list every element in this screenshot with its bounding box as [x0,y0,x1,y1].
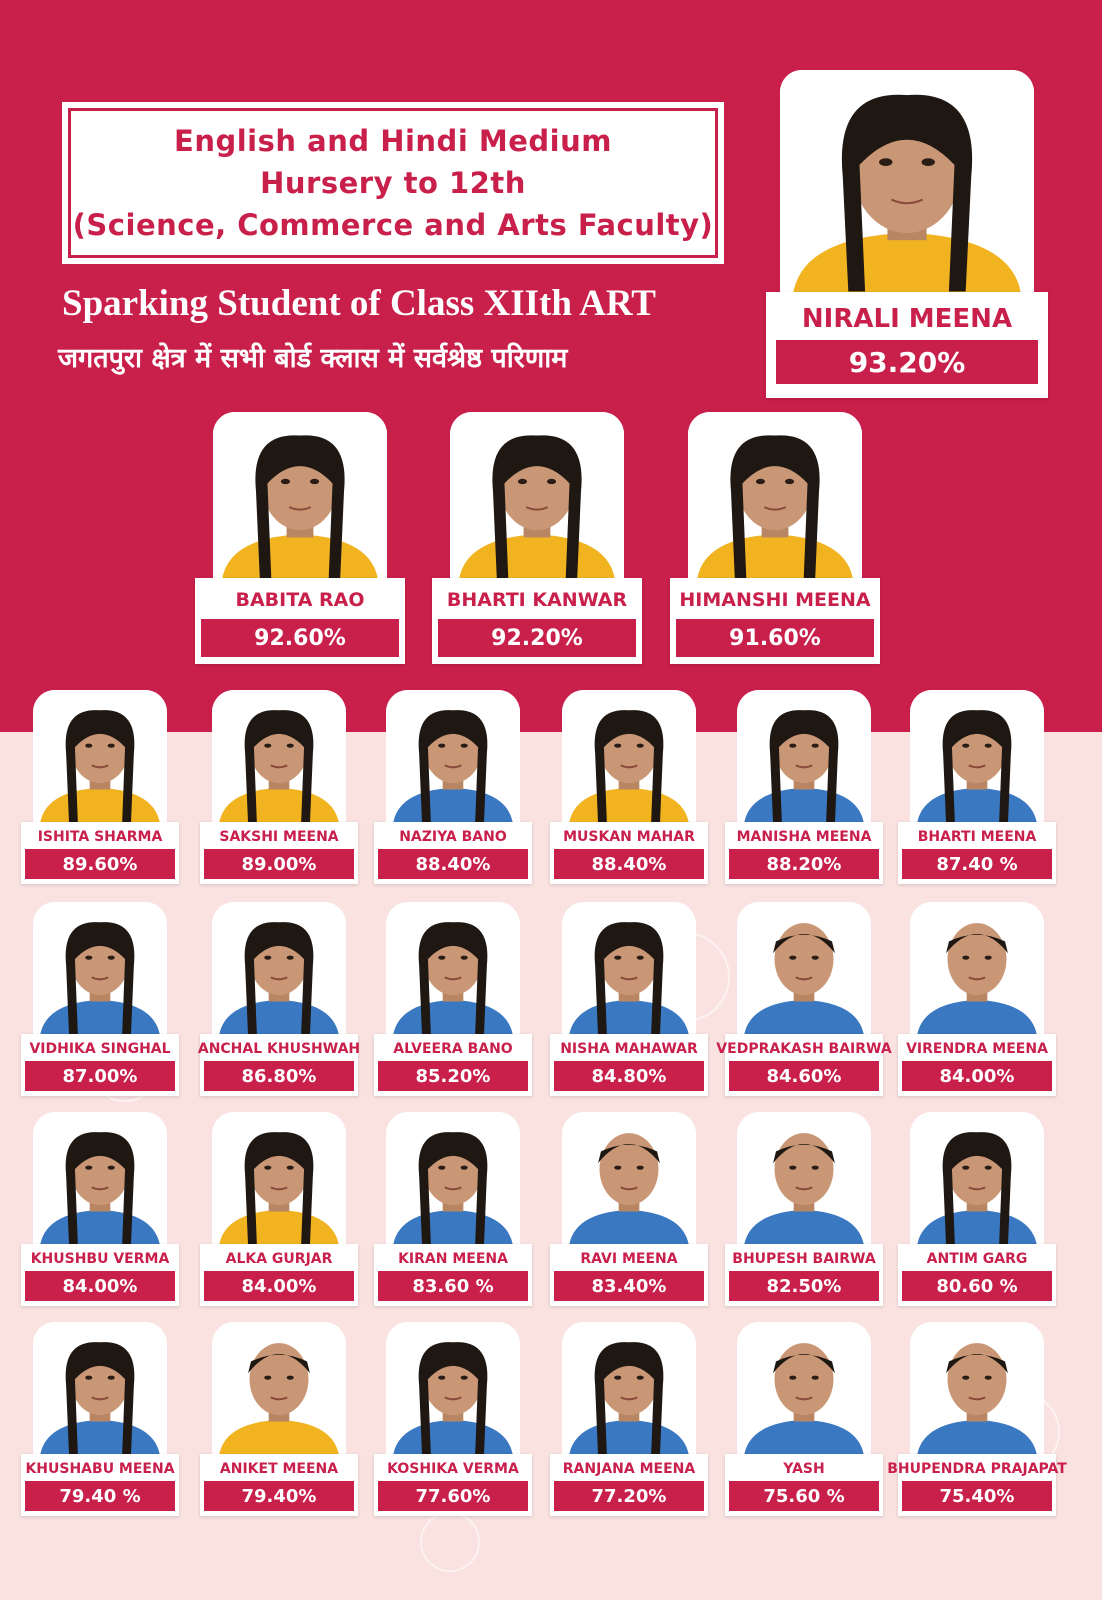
name-plate [374,1454,532,1516]
student-score: 91.60% [676,619,874,657]
student-photo [33,1322,167,1458]
school-info-frame [68,108,718,258]
student-photo [33,902,167,1038]
student-score: 88.20% [729,849,879,879]
student-photo [562,690,696,826]
name-plate [725,1244,883,1306]
student-photo [33,1112,167,1248]
student-photo-frame [212,690,346,826]
student-name: VIRENDRA MEENA [906,1041,1048,1057]
student-score: 79.40% [204,1481,354,1511]
student-photo [562,902,696,1038]
student-name: ALVEERA BANO [393,1041,513,1057]
name-plate [550,1244,708,1306]
student-photo-frame [386,690,520,826]
student-photo [213,412,387,582]
name-plate [21,822,179,884]
student-name: VIDHIKA SINGHAL [29,1041,171,1057]
student-name: NAZIYA BANO [399,829,507,845]
student-name: YASH [783,1461,825,1477]
student-score: 83.40% [554,1271,704,1301]
name-plate [200,1244,358,1306]
student-name: NIRALI MEENA [801,304,1013,334]
student-score: 92.60% [201,619,399,657]
name-plate [898,1244,1056,1306]
name-plate [21,1454,179,1516]
student-photo-frame [737,1112,871,1248]
name-plate [374,822,532,884]
name-plate [725,822,883,884]
student-score: 84.00% [204,1271,354,1301]
student-name: MANISHA MEENA [736,829,872,845]
student-photo [386,902,520,1038]
student-photo-frame [910,902,1044,1038]
student-name: BHARTI MEENA [917,829,1037,845]
student-name: VEDPRAKASH BAIRWA [716,1041,892,1057]
name-plate [887,1454,1067,1516]
student-photo-frame [33,1112,167,1248]
name-plate [550,1454,708,1516]
student-score: 79.40 % [25,1481,175,1511]
student-photo [212,1322,346,1458]
name-plate [550,822,708,884]
student-name: BHARTI KANWAR [446,589,628,611]
student-photo-frame [910,1112,1044,1248]
student-photo [910,690,1044,826]
name-plate [197,1034,361,1096]
student-score: 84.60% [729,1061,879,1091]
student-photo-frame [33,1322,167,1458]
medium-line: English and Hindi Medium [174,124,612,158]
student-photo-frame [386,1112,520,1248]
student-photo-frame [386,1322,520,1458]
student-name: NISHA MAHAWAR [560,1041,698,1057]
student-score: 92.20% [438,619,636,657]
student-photo [386,1322,520,1458]
student-photo [737,1112,871,1248]
student-photo-frame [386,902,520,1038]
student-name: MUSKAN MAHAR [563,829,695,845]
student-score: 77.20% [554,1481,704,1511]
student-score: 84.80% [554,1061,704,1091]
school-info-box [62,102,724,264]
name-plate [195,578,405,664]
student-photo-frame [212,902,346,1038]
student-photo-frame [212,1322,346,1458]
background-doodle [420,1512,480,1572]
student-photo [737,902,871,1038]
student-photo [212,690,346,826]
student-score: 88.40% [378,849,528,879]
student-photo [562,1322,696,1458]
student-photo-frame [737,1322,871,1458]
student-photo [737,690,871,826]
name-plate [432,578,642,664]
student-photo-frame [910,1322,1044,1458]
faculty-line: (Science, Commerce and Arts Faculty) [72,208,714,242]
student-name: RANJANA MEENA [562,1461,696,1477]
student-photo-frame [450,412,624,582]
name-plate [898,822,1056,884]
student-photo [910,902,1044,1038]
student-photo [450,412,624,582]
student-photo [33,690,167,826]
student-name: ANIKET MEENA [219,1461,339,1477]
name-plate [670,578,880,664]
student-photo-frame [562,690,696,826]
name-plate [716,1034,892,1096]
name-plate [550,1034,708,1096]
student-score: 84.00% [902,1061,1052,1091]
student-score: 80.60 % [902,1271,1052,1301]
student-name: KHUSHABU MEENA [25,1461,175,1477]
student-name: BHUPENDRA PRAJAPAT [887,1461,1067,1477]
student-name: BABITA RAO [235,589,365,611]
name-plate [21,1034,179,1096]
student-photo [562,1112,696,1248]
name-plate [374,1244,532,1306]
student-photo [212,1112,346,1248]
student-score: 89.00% [204,849,354,879]
student-score: 87.00% [25,1061,175,1091]
student-score: 82.50% [729,1271,879,1301]
student-score: 86.80% [204,1061,354,1091]
student-photo [910,1322,1044,1458]
student-score: 93.20% [774,338,1040,386]
student-score: 84.00% [25,1271,175,1301]
student-score: 75.60 % [729,1481,879,1511]
student-photo-frame [562,902,696,1038]
student-score: 88.40% [554,849,704,879]
student-name: ANCHAL KHUSHWAH [197,1041,361,1057]
name-plate [200,1454,358,1516]
student-photo [386,1112,520,1248]
name-plate [725,1454,883,1516]
student-photo-frame [910,690,1044,826]
student-photo-frame [213,412,387,582]
student-name: ALKA GURJAR [225,1251,333,1267]
student-photo-frame [33,690,167,826]
student-name: KHUSHBU VERMA [30,1251,170,1267]
tagline-english: Sparking Student of Class XIIth ART [62,283,656,324]
student-name: ISHITA SHARMA [37,829,163,845]
classes-line: Hursery to 12th [260,166,526,200]
student-name: HIMANSHI MEENA [679,589,871,611]
student-photo-frame [33,902,167,1038]
student-photo [212,902,346,1038]
student-name: KOSHIKA VERMA [387,1461,519,1477]
student-photo-frame [212,1112,346,1248]
student-score: 83.60 % [378,1271,528,1301]
name-plate [766,292,1048,398]
student-score: 77.60% [378,1481,528,1511]
name-plate [898,1034,1056,1096]
student-score: 75.40% [902,1481,1052,1511]
student-photo-frame [688,412,862,582]
student-name: RAVI MEENA [580,1251,678,1267]
student-photo-frame [562,1322,696,1458]
name-plate [21,1244,179,1306]
tagline-hindi: जगतपुरा क्षेत्र में सभी बोर्ड क्लास में सर्वश्रेष्ठ परिणाम [58,343,568,374]
student-photo-frame [737,902,871,1038]
student-photo [780,70,1034,296]
student-photo [688,412,862,582]
student-photo-frame [780,70,1034,296]
student-photo-frame [562,1112,696,1248]
name-plate [374,1034,532,1096]
student-photo [737,1322,871,1458]
student-name: KIRAN MEENA [398,1251,508,1267]
student-score: 87.40 % [902,849,1052,879]
student-photo-frame [737,690,871,826]
name-plate [200,822,358,884]
student-name: SAKSHI MEENA [219,829,339,845]
student-photo [386,690,520,826]
student-name: ANTIM GARG [926,1251,1028,1267]
student-score: 89.60% [25,849,175,879]
student-photo [910,1112,1044,1248]
student-score: 85.20% [378,1061,528,1091]
student-name: BHUPESH BAIRWA [732,1251,876,1267]
